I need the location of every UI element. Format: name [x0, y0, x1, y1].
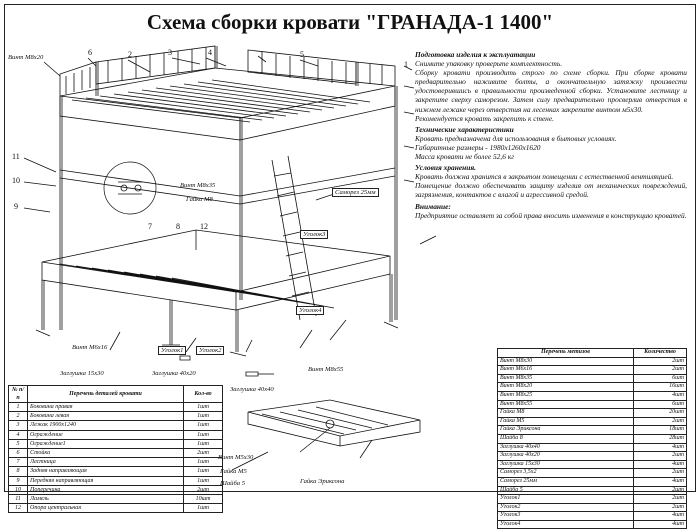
- label-vint-m8x35: Винт М8х35: [180, 182, 216, 189]
- hardware-name: Заглушка 40х20: [498, 452, 634, 461]
- hardware-qty: 4шт: [634, 477, 687, 486]
- callout-6: 6: [88, 48, 92, 57]
- hardware-name: Винт М8х30: [498, 357, 634, 366]
- table-row: [498, 469, 687, 478]
- label-ugolok3: Уголок3: [300, 230, 328, 239]
- part-name: Опора центральная: [28, 504, 184, 513]
- hardware-qty: 2шт: [634, 357, 687, 366]
- label-gaika-m8: Гайка М8: [186, 196, 213, 203]
- part-no: 4: [9, 430, 28, 439]
- table-row: [9, 504, 223, 513]
- instructions-p8: Помещение должно обеспечивать защиту изделия от механических повреждений, загрязнения, контактов с влагой и агрессивной средой.: [415, 181, 687, 200]
- part-name: Стойка: [28, 448, 184, 457]
- parts-table-header-no: № п/п: [9, 386, 28, 403]
- hardware-name: Заглушка 15х30: [498, 460, 634, 469]
- label-zaglushka-40x20: Заглушка 40х20: [152, 370, 196, 377]
- table-row: [9, 403, 223, 412]
- hardware-name: Винт М6х16: [498, 366, 634, 375]
- table-row: [498, 366, 687, 375]
- part-qty: 1шт: [184, 412, 223, 421]
- table-row: [498, 383, 687, 392]
- part-qty: 1шт: [184, 476, 223, 485]
- instructions-p9: Предприятие оставляет за собой права вносить изменения в конструкцию кроватей.: [415, 210, 687, 220]
- hardware-name: Саморез 3,5х2: [498, 469, 634, 478]
- hardware-name: Гайка Эриксона: [498, 426, 634, 435]
- part-no: 12: [9, 504, 28, 513]
- hardware-qty: 2шт: [634, 452, 687, 461]
- callout-1: 1: [404, 60, 408, 69]
- part-name: Поперечина: [28, 485, 184, 494]
- table-row: [9, 448, 223, 457]
- part-qty: 1шт: [184, 421, 223, 430]
- table-row: [498, 434, 687, 443]
- part-name: Лестница: [28, 458, 184, 467]
- table-row: [498, 443, 687, 452]
- table-row: [9, 458, 223, 467]
- instructions-p3: Рекомендуется кровать закрепить к стене.: [415, 113, 554, 123]
- hardware-qty: 2шт: [634, 366, 687, 375]
- part-no: 10: [9, 485, 28, 494]
- part-no: 6: [9, 448, 28, 457]
- hardware-qty: 4шт: [634, 512, 687, 521]
- page-title: Схема сборки кровати "ГРАНАДА-1 1400": [146, 10, 554, 34]
- hardware-qty: 2шт: [634, 469, 687, 478]
- part-name: Задняя направляющая: [28, 467, 184, 476]
- hardware-qty: 2шт: [634, 503, 687, 512]
- part-no: 1: [9, 403, 28, 412]
- table-row: [498, 426, 687, 435]
- label-zaglushka-40x40: Заглушка 40х40: [230, 386, 274, 393]
- instructions-heading-2: Технические характеристики: [415, 124, 514, 134]
- part-no: 3: [9, 421, 28, 430]
- instructions-p4: Кровать предназначена для использования в бытовых условиях.: [415, 133, 617, 143]
- table-row: [498, 409, 687, 418]
- instructions-heading-3: Условия хранения.: [415, 163, 476, 173]
- label-gaika-eriksona: Гайка Эриксона: [300, 478, 345, 485]
- callout-4: 4: [208, 48, 212, 57]
- part-qty: 2шт: [184, 448, 223, 457]
- label-ugolok4: Уголок4: [296, 306, 324, 315]
- hardware-qty: 6шт: [634, 400, 687, 409]
- label-zaglushka-15x30: Заглушка 15х30: [60, 370, 104, 377]
- table-row: [9, 485, 223, 494]
- label-samorez-25: Саморез 25мм: [332, 188, 379, 197]
- part-no: 9: [9, 476, 28, 485]
- callout-9: 9: [14, 202, 18, 211]
- part-qty: 1шт: [184, 403, 223, 412]
- hardware-qty: 28шт: [634, 434, 687, 443]
- callout-3: 3: [168, 48, 172, 57]
- part-qty: 1шт: [184, 439, 223, 448]
- part-no: 8: [9, 467, 28, 476]
- part-qty: 1шт: [184, 458, 223, 467]
- instructions-p7: Кровать должна хранится в закрытом помещении с естественной вентиляцией.: [415, 172, 674, 182]
- label-vint-m8x55: Винт М8х55: [308, 366, 344, 373]
- label-vint-m6x16: Винт М6х16: [72, 344, 108, 351]
- part-qty: 1шт: [184, 467, 223, 476]
- hardware-name: Гайка М8: [498, 409, 634, 418]
- part-qty: 10шт: [184, 494, 223, 503]
- part-name: Передняя направляющая: [28, 476, 184, 485]
- part-qty: 1шт: [184, 504, 223, 513]
- hardware-qty: 6шт: [634, 374, 687, 383]
- callout-10: 10: [12, 176, 20, 185]
- hardware-qty: 20шт: [634, 409, 687, 418]
- table-row: [498, 503, 687, 512]
- table-row: [498, 452, 687, 461]
- table-row: [498, 486, 687, 495]
- part-name: Боковина левая: [28, 412, 184, 421]
- part-no: 2: [9, 412, 28, 421]
- hardware-name: Уголок4: [498, 520, 634, 529]
- part-name: Ограждение1: [28, 439, 184, 448]
- parts-table: [8, 385, 223, 513]
- hardware-table: [497, 348, 687, 529]
- part-no: 5: [9, 439, 28, 448]
- hardware-name: Уголок3: [498, 512, 634, 521]
- hardware-name: Уголок1: [498, 495, 634, 504]
- hardware-name: Гайка М5: [498, 417, 634, 426]
- instructions-p5: Габаритные размеры - 1980х1260х1620: [415, 142, 541, 152]
- instructions-p6: Масса кровати не более 52,6 кг: [415, 152, 515, 162]
- table-row: [498, 477, 687, 486]
- label-gaika-m5: Гайка М5: [220, 468, 247, 475]
- instructions-block: [415, 48, 687, 220]
- callout-2: 2: [128, 50, 132, 59]
- instructions-p1: Снимите упаковку проверьте комплектность.: [415, 59, 563, 69]
- callout-7: 7: [148, 222, 152, 231]
- hardware-name: Заглушка 40х40: [498, 443, 634, 452]
- hardware-name: Винт М8х20: [498, 383, 634, 392]
- hardware-table-header-name: Перечень метизов: [498, 349, 634, 358]
- hardware-qty: 18шт: [634, 426, 687, 435]
- table-row: [9, 476, 223, 485]
- label-ugolok1: Уголок1: [158, 346, 186, 355]
- table-row: [9, 439, 223, 448]
- hardware-qty: 2шт: [634, 417, 687, 426]
- instructions-heading-1: Подготовка изделия к эксплуатации: [415, 50, 536, 59]
- hardware-name: Саморез 25мм: [498, 477, 634, 486]
- part-qty: 1шт: [184, 430, 223, 439]
- hardware-name: Шайба 8: [498, 434, 634, 443]
- part-name: Ограждение: [28, 430, 184, 439]
- table-row: [9, 421, 223, 430]
- hardware-qty: 4шт: [634, 460, 687, 469]
- hardware-name: Шайба 5: [498, 486, 634, 495]
- part-name: Боковина правая: [28, 403, 184, 412]
- hardware-name: Винт М8х35: [498, 374, 634, 383]
- instructions-p2: Сборку кровати производить строго по схеме сборки. При сборке кровати предварительно наживите болты, а окончательную затяжку произвести удостоверившись в правильности произведенной сборки. Установите лестницу и закрепите сверху саморезом. Затем силу предварительно просверлив отверстия в нижнем лежаке через отверстия на лесенках закрепите винтом м5х30.: [415, 68, 687, 114]
- hardware-qty: 4шт: [634, 443, 687, 452]
- table-row: [9, 430, 223, 439]
- table-row: [498, 417, 687, 426]
- parts-table-header-name: Перечень деталей кровати: [28, 386, 184, 403]
- callout-11: 11: [12, 152, 20, 161]
- hardware-name: Винт М8х25: [498, 391, 634, 400]
- table-row: [498, 357, 687, 366]
- callout-8: 8: [176, 222, 180, 231]
- part-no: 11: [9, 494, 28, 503]
- table-row: [9, 467, 223, 476]
- table-row: [498, 520, 687, 529]
- part-name: Ламель: [28, 494, 184, 503]
- parts-table-header-qty: Кол-во: [184, 386, 223, 403]
- label-vint-m5x30: Винт М5х30: [218, 454, 254, 461]
- part-no: 7: [9, 458, 28, 467]
- hardware-table-header-qty: Количество: [634, 349, 687, 358]
- hardware-qty: 4шт: [634, 520, 687, 529]
- hardware-qty: 2шт: [634, 486, 687, 495]
- instructions-heading-4: Внимание:: [415, 201, 451, 211]
- label-ugolok2: Уголок2: [196, 346, 224, 355]
- hardware-qty: 4шт: [634, 391, 687, 400]
- hardware-name: Винт М8х55: [498, 400, 634, 409]
- hardware-name: Уголок2: [498, 503, 634, 512]
- hardware-qty: 2шт: [634, 495, 687, 504]
- table-row: [498, 512, 687, 521]
- part-qty: 2шт: [184, 485, 223, 494]
- table-row: [9, 412, 223, 421]
- part-name: Лежак 1900х1240: [28, 421, 184, 430]
- table-row: [498, 400, 687, 409]
- hardware-qty: 16шт: [634, 383, 687, 392]
- table-row: [498, 391, 687, 400]
- label-vint-m8x20-top: Винт М8х20: [8, 54, 44, 61]
- label-shaiba5: Шайба 5: [220, 480, 246, 487]
- callout-5: 5: [300, 50, 304, 59]
- callout-12: 12: [200, 222, 208, 231]
- table-row: [498, 374, 687, 383]
- table-row: [498, 460, 687, 469]
